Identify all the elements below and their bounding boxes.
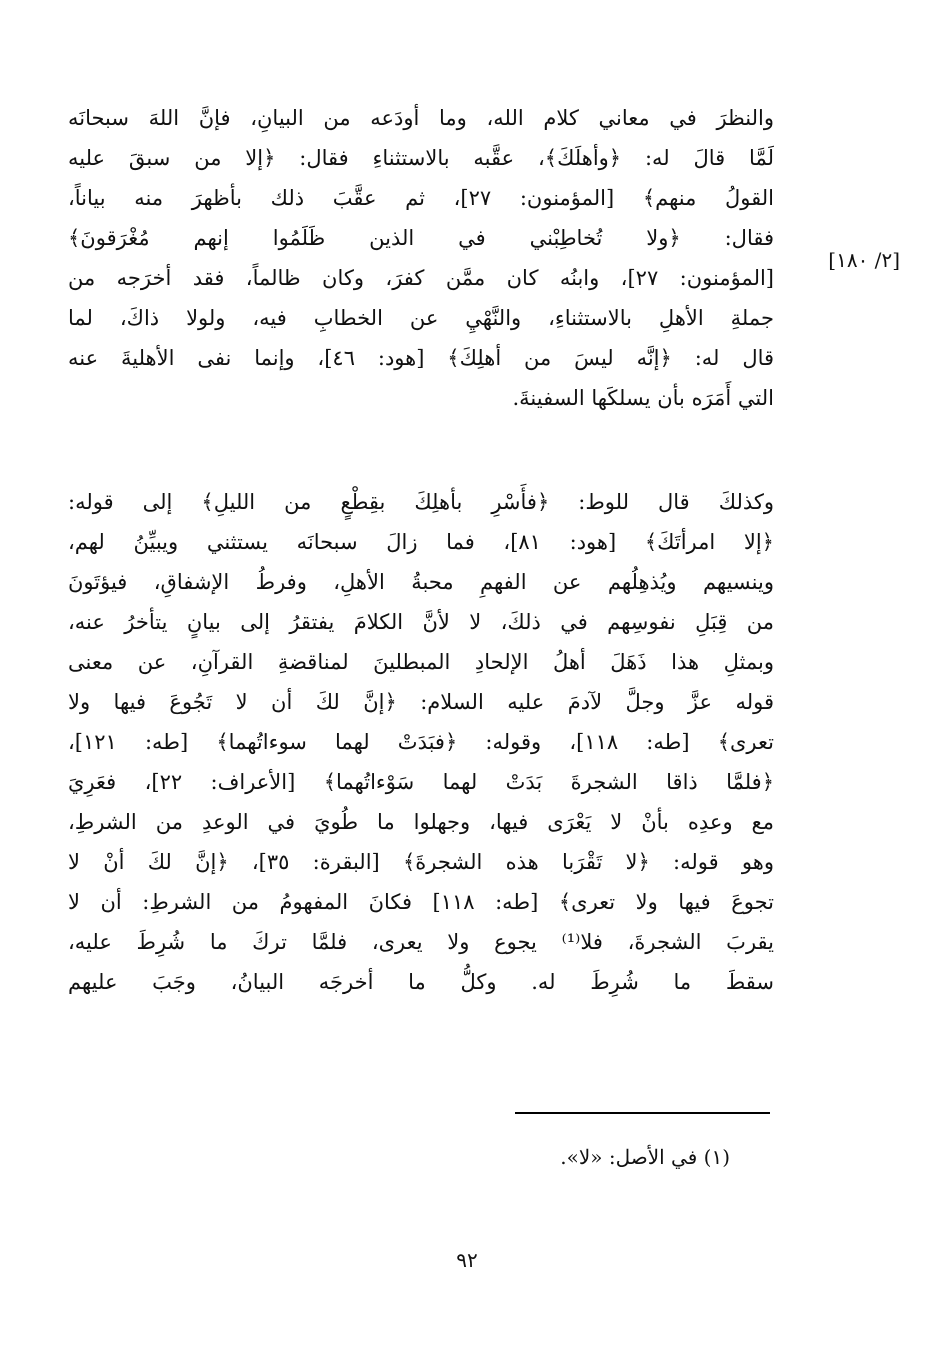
text-line: وينسيهم ويُذهِلُهم عن الفهمِ محبةُ الأهلِ، وفرطُ الإشفاقِ، فيؤتَونَ bbox=[68, 570, 774, 594]
footnote-divider bbox=[515, 1112, 770, 1114]
text-line: التي أَمَرَه بأن يسلكَها السفينةَ. bbox=[512, 386, 774, 410]
paragraph-2 bbox=[68, 482, 774, 1002]
text-line: جملةِ الأهلِ بالاستثناءِ، والنَّهْيِ عن الخطابِ فيه، ولولا ذاكَ، لما bbox=[68, 306, 774, 330]
text-line: تعرى﴾ [طه: ١١٨]، وقوله: ﴿فبَدَتْ لهما سوءاتُهما﴾ [طه: ١٢١]، bbox=[68, 730, 774, 754]
text-line: يقربَ الشجرةَ، فلا⁽¹⁾ يجوع ولا يعرى، فلمَّا تركَ ما شُرِطَ عليه، bbox=[68, 930, 774, 954]
footnote: (١) في الأصل: «لا». bbox=[560, 1145, 730, 1169]
text-line: ﴿فلمَّا ذاقا الشجرةَ بَدَتْ لهما سَوْءاتُهما﴾ [الأعراف: ٢٢]، فعَرِيَ bbox=[68, 770, 774, 794]
text-line: [المؤمنون: ٢٧]، وابنُه كان ممَّن كفرَ، وكان ظالماً، فقد أخرَجه من bbox=[68, 266, 774, 290]
text-line: القولُ منهم﴾ [المؤمنون: ٢٧]، ثم عقَّبَ ذلك بأظهرَ منه بياناً، bbox=[68, 186, 774, 210]
text-line: من قِبَلِ نفوسِهم في ذلكَ، لا لأنَّ الكلامَ يفتقرُ إلى بيانٍ يتأخرُ عنه، bbox=[68, 610, 774, 634]
text-line: وكذلكَ قال للوط: ﴿فأَسْرِ بأهلِكَ بقِطْعٍ من الليلِ﴾ إلى قوله: bbox=[68, 490, 774, 514]
text-line: سقطَ ما شُرِطَ له. وكلُّ ما أخرجَه البيانُ، وجَبَ عليهم bbox=[68, 970, 774, 994]
paragraph-1 bbox=[68, 98, 774, 418]
page-number: ٩٢ bbox=[456, 1248, 478, 1272]
text-line: والنظرَ في معاني كلام الله، وما أودَعه من البيانِ، فإنَّ اللهَ سبحانَه bbox=[68, 106, 774, 130]
margin-reference: [٢/ ١٨٠] bbox=[828, 248, 900, 272]
text-line: ﴿إلا امرأتَكَ﴾ [هود: ٨١]، فما زالَ سبحانَه يستثني ويبيِّنُ لهم، bbox=[68, 530, 774, 554]
text-line: مع وعدِه بأنْ لا يَعْرَى فيها، وجهلوا ما طُويَ في الوعدِ من الشرطِ، bbox=[68, 810, 774, 834]
text-line: قال له: ﴿إنَّه ليسَ من أهلِكَ﴾ [هود: ٤٦]، وإنما نفى الأهليةَ عنه bbox=[68, 346, 774, 370]
text-line: قوله عزَّ وجلَّ لآدمَ عليه السلام: ﴿إنَّ لكَ أن لا تَجُوعَ فيها ولا bbox=[68, 690, 774, 714]
text-line: فقال: ﴿ولا تُخاطِبْني في الذين ظَلَمُوا إنهم مُغْرَقونَ﴾ bbox=[68, 226, 774, 250]
text-line: وهو قوله: ﴿لا تَقْرَبا هذه الشجرةَ﴾ [البقرة: ٣٥]، ﴿إنَّ لكَ أنْ لا bbox=[68, 850, 774, 874]
text-line: تجوعَ فيها ولا تعرى﴾ [طه: ١١٨] فكانَ المفهومُ من الشرطِ: أن لا bbox=[68, 890, 774, 914]
text-line: لَمَّا قالَ له: ﴿وأهلَكَ﴾، عقَّبه بالاستثناءِ فقال: ﴿إلا من سبقَ عليه bbox=[68, 146, 774, 170]
text-line: وبمثلِ هذا ذَهَلَ أهلُ الإلحادِ المبطلينَ لمناقضةِ القرآنِ، عن معنى bbox=[68, 650, 774, 674]
